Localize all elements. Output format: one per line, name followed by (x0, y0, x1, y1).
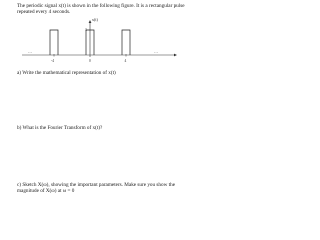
time-axis-arrow (174, 54, 177, 57)
tick-label-minus-4: -4 (51, 59, 54, 63)
problem-statement: The periodic signal x(t) is shown in the following figure. It is a rectangular pulse repeated every 4 seconds. (17, 3, 185, 16)
pulse-right (122, 30, 130, 55)
tick-label-4: 4 (124, 59, 127, 63)
signal-figure (14, 15, 182, 65)
pulse-left (50, 30, 58, 55)
amplitude-level-label: 1 (85, 27, 87, 32)
amplitude-axis-label: x(t) (92, 17, 98, 22)
amplitude-axis-arrow (89, 20, 92, 23)
question-b: b) What is the Fourier Transform of x(t)? (17, 125, 103, 131)
continuation-dots-right: ⋯ (154, 50, 158, 55)
question-c: c) Sketch X(ω), showing the important parameters. Make sure you show the magnitude of X(ω) at ω = 0 (17, 182, 175, 195)
continuation-dots-left: ⋯ (28, 50, 32, 55)
pulse-train-plot (14, 15, 182, 65)
tick-label-0: 0 (89, 59, 91, 63)
question-a: a) Write the mathematical representation of x(t) (17, 70, 116, 76)
